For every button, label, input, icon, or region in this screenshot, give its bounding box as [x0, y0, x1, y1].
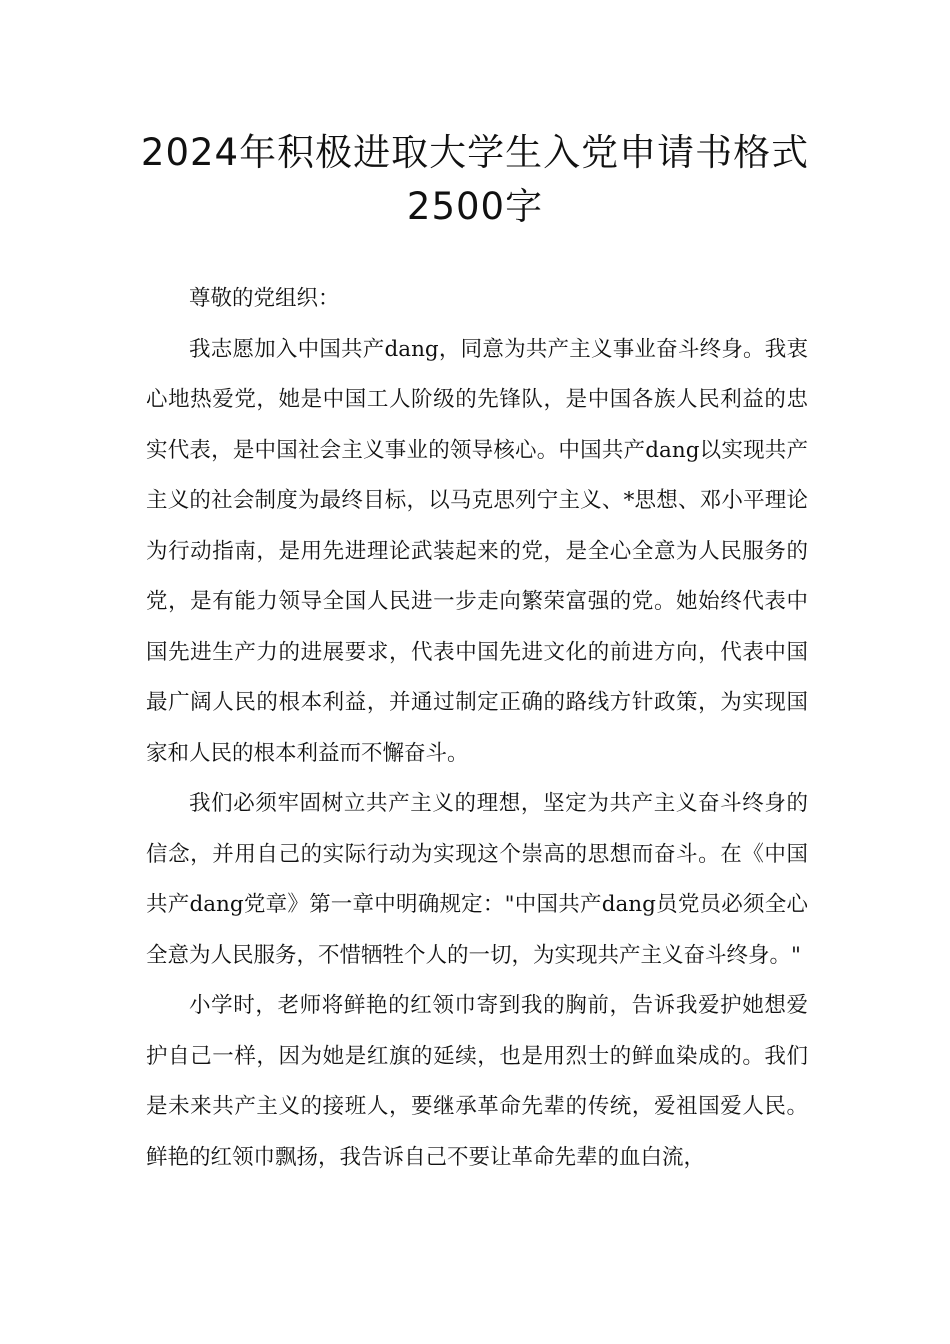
salutation: 尊敬的党组织： [189, 286, 340, 311]
title-line-1: 2024年积极进取大学生入党申请书格式 [140, 131, 810, 174]
paragraph-3: 小学时，老师将鲜艳的红领巾寄到我的胸前，告诉我爱护她想爱护自己一样，因为她是红旗的延续，也是用烈士的鲜血染成的。我们是未来共产主义的接班人，要继承革命先辈的传统，爱祖国爱人民。鲜艳的红领巾飘扬，我告诉自己不要让革命先辈的血白流， [146, 993, 808, 1170]
document-body [146, 274, 808, 1183]
document-title [110, 126, 840, 234]
title-line-2: 2500字 [406, 185, 544, 228]
paragraph-2: 我们必须牢固树立共产主义的理想，坚定为共产主义奋斗终身的信念，并用自己的实际行动为实现这个崇高的思想而奋斗。在《中国共产dang党章》第一章中明确规定："中国共产dang员党员必须全心全意为人民服务，不惜牺牲个人的一切，为实现共产主义奋斗终身。" [146, 791, 808, 968]
paragraph-1: 我志愿加入中国共产dang，同意为共产主义事业奋斗终身。我衷心地热爱党，她是中国工人阶级的先锋队，是中国各族人民利益的忠实代表，是中国社会主义事业的领导核心。中国共产dang以实现共产主义的社会制度为最终目标，以马克思列宁主义、*思想、邓小平理论为行动指南，是用先进理论武装起来的党，是全心全意为人民服务的党，是有能力领导全国人民进一步走向繁荣富强的党。她始终代表中国先进生产力的进展要求，代表中国先进文化的前进方向，代表中国最广阔人民的根本利益，并通过制定正确的路线方针政策，为实现国家和人民的根本利益而不懈奋斗。 [146, 336, 808, 766]
